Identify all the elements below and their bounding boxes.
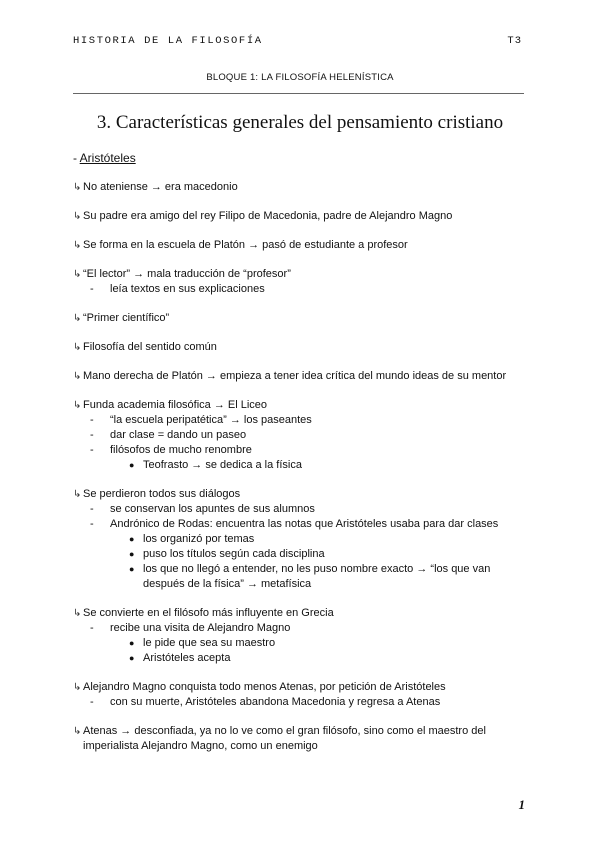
bullet-text: puso los títulos según cada disciplina — [143, 548, 325, 560]
note-text: Funda academia filosófica → El Liceo — [83, 399, 268, 411]
notes-content — [73, 180, 533, 768]
note-block — [73, 209, 533, 224]
sub-text: recibe una visita de Alejandro Magno — [110, 622, 291, 634]
return-arrow-icon: ↳ — [73, 313, 82, 324]
bullet-dot-icon: ● — [129, 460, 135, 470]
bullet-text: Aristóteles acepta — [143, 652, 231, 664]
note-line — [73, 180, 533, 195]
note-text: Alejandro Magno conquista todo menos Atenas, por petición de Aristóteles — [83, 681, 446, 693]
section-prefix: - — [73, 151, 80, 165]
dash-marker: - — [90, 503, 94, 515]
header-topic-code: T3 — [507, 35, 522, 47]
bullet-item — [73, 458, 533, 473]
bullet-dot-icon: ● — [129, 564, 135, 574]
bullet-item — [73, 651, 533, 666]
note-text: Su padre era amigo del rey Filipo de Macedonia, padre de Alejandro Magno — [83, 210, 453, 222]
bullet-item — [73, 547, 533, 562]
note-line — [73, 487, 533, 502]
bullet-item — [73, 562, 533, 577]
note-line — [73, 311, 533, 326]
sub-item — [73, 428, 533, 443]
sub-item — [73, 443, 533, 458]
note-block — [73, 180, 533, 195]
return-arrow-icon: ↳ — [73, 211, 82, 222]
return-arrow-icon: ↳ — [73, 342, 82, 353]
note-line — [73, 398, 533, 413]
note-line — [73, 606, 533, 621]
bullet-item — [73, 636, 533, 651]
sub-text: leía textos en sus explicaciones — [110, 283, 265, 295]
section-label: Aristóteles — [79, 151, 136, 165]
note-line — [73, 209, 533, 224]
return-arrow-icon: ↳ — [73, 371, 82, 382]
note-text: “El lector” → mala traducción de “profesor” — [83, 268, 291, 280]
note-line — [73, 340, 533, 355]
return-arrow-icon: ↳ — [73, 726, 82, 737]
bullet-dot-icon: ● — [129, 549, 135, 559]
bullet-text: los que no llegó a entender, no les puso nombre exacto → “los que van — [143, 563, 491, 575]
return-arrow-icon: ↳ — [73, 400, 82, 411]
dash-marker: - — [90, 429, 94, 441]
bullet-text: le pide que sea su maestro — [143, 637, 276, 649]
sub-text: filósofos de mucho renombre — [110, 444, 252, 456]
note-text: No ateniense → era macedonio — [83, 181, 238, 193]
note-text: Se convierte en el filósofo más influyente en Grecia — [83, 607, 334, 619]
return-arrow-icon: ↳ — [73, 182, 82, 193]
note-block — [73, 724, 533, 754]
note-text: Se forma en la escuela de Platón → pasó de estudiante a profesor — [83, 239, 408, 251]
note-text: Se perdieron todos sus diálogos — [83, 488, 241, 500]
note-line — [73, 680, 533, 695]
header-rule — [73, 93, 524, 94]
note-block — [73, 311, 533, 326]
section-heading — [73, 151, 136, 165]
note-block — [73, 369, 533, 384]
bullet-dot-icon: ● — [129, 534, 135, 544]
page-title: 3. Características generales del pensamiento cristiano — [96, 112, 504, 133]
return-arrow-icon: ↳ — [73, 269, 82, 280]
note-continuation: imperialista Alejandro Magno, como un enemigo — [83, 740, 318, 752]
sub-item — [73, 517, 533, 532]
return-arrow-icon: ↳ — [73, 682, 82, 693]
note-block — [73, 340, 533, 355]
sub-text: con su muerte, Aristóteles abandona Macedonia y regresa a Atenas — [110, 696, 441, 708]
sub-text: dar clase = dando un paseo — [110, 429, 247, 441]
dash-marker: - — [90, 696, 94, 708]
sub-item — [73, 695, 533, 710]
header-title: HISTORIA DE LA FILOSOFÍA — [73, 35, 263, 47]
return-arrow-icon: ↳ — [73, 240, 82, 251]
sub-item — [73, 502, 533, 517]
bullet-text: Teofrasto → se dedica a la física — [143, 459, 302, 471]
note-text: Filosofía del sentido común — [83, 341, 217, 353]
sub-item — [73, 621, 533, 636]
dash-marker: - — [90, 414, 94, 426]
sub-item — [73, 413, 533, 428]
sub-text: Andrónico de Rodas: encuentra las notas que Aristóteles usaba para dar clases — [110, 518, 499, 530]
note-line — [73, 724, 533, 739]
sub-item — [73, 282, 533, 297]
return-arrow-icon: ↳ — [73, 489, 82, 500]
note-block — [73, 606, 533, 666]
bullet-text: los organizó por temas — [143, 533, 255, 545]
note-line — [73, 369, 533, 384]
note-text: Atenas → desconfiada, ya no lo ve como el gran filósofo, sino como el maestro del — [83, 725, 486, 737]
dash-marker: - — [90, 444, 94, 456]
note-text: “Primer científico” — [83, 312, 170, 324]
note-block — [73, 238, 533, 253]
bullet-item — [73, 532, 533, 547]
sub-text: se conservan los apuntes de sus alumnos — [110, 503, 315, 515]
dash-marker: - — [90, 622, 94, 634]
note-block — [73, 487, 533, 592]
note-block — [73, 398, 533, 473]
note-block — [73, 267, 533, 297]
note-line — [73, 238, 533, 253]
page-number: 1 — [518, 797, 525, 812]
bullet-dot-icon: ● — [129, 653, 135, 663]
bullet-dot-icon: ● — [129, 638, 135, 648]
dash-marker: - — [90, 518, 94, 530]
return-arrow-icon: ↳ — [73, 608, 82, 619]
note-text: Mano derecha de Platón → empieza a tener idea crítica del mundo ideas de su mentor — [83, 370, 507, 382]
dash-marker: - — [90, 283, 94, 295]
note-line — [73, 267, 533, 282]
block-subheader: BLOQUE 1: LA FILOSOFÍA HELENÍSTICA — [206, 72, 394, 83]
bullet-continuation: después de la física” → metafísica — [143, 578, 312, 590]
note-block — [73, 680, 533, 710]
sub-text: “la escuela peripatética” → los paseantes — [110, 414, 312, 426]
